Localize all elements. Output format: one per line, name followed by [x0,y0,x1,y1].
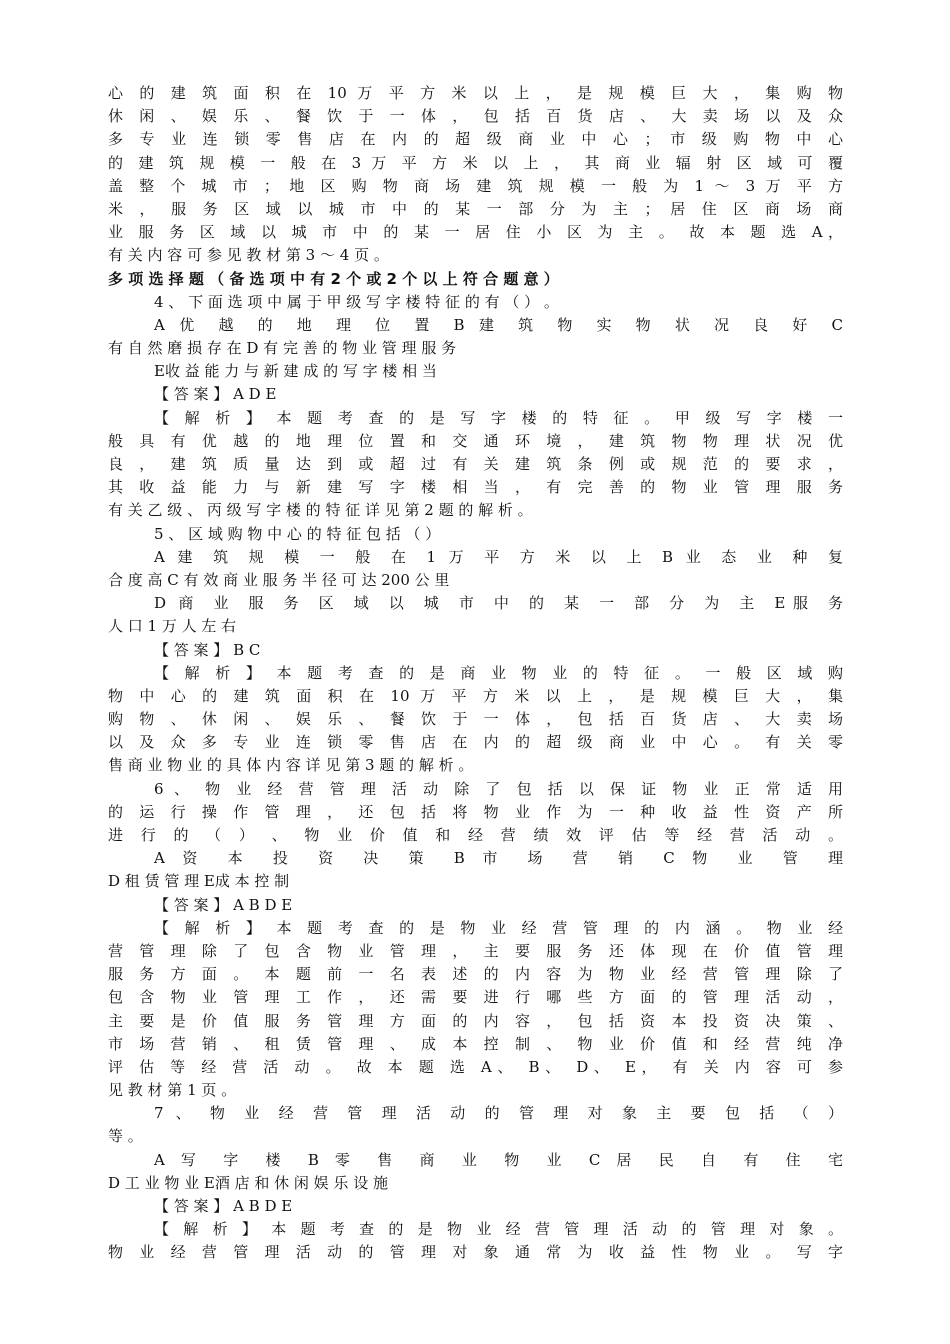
text-line: 休 闲 、 娱 乐 、 餐 饮 于 一 体 ， 包 括 百 货 店 、 大 卖 场 以 及 众 [108,107,843,126]
text-line: D 商 业 服 务 区 域 以 城 市 中 的 某 一 部 分 为 主 E服 务 [154,594,843,613]
text-line: 评 估 等 经 营 活 动 。 故 本 题 选 A、 B、 D、 E， 有 关 内 容 可 参 [108,1057,843,1076]
text-line: A 建 筑 规 模 一 般 在 1 万 平 方 米 以 上 B 业 态 业 种 复 [154,547,843,566]
text-line: 【 答 案 】 A D E [154,385,277,404]
text-line: 包 含 物 业 管 理 工 作 ， 还 需 要 进 行 哪 些 方 面 的 管 理 活 动 ， [108,988,843,1007]
text-line: 良 ， 建 筑 质 量 达 到 或 超 过 有 关 建 筑 条 例 或 规 范 的 要 求 ， [108,455,843,473]
text-line: A 写 字 楼 B 零 售 商 业 物 业 C 居 民 自 有 住 宅 [154,1150,843,1169]
text-line: 【 解 析 】 本 题 考 查 的 是 物 业 经 营 管 理 的 内 涵 。 物 业 经 [154,918,843,937]
text-line: 心 的 建 筑 面 积 在 10 万 平 方 米 以 上 ， 是 规 模 巨 大 ， 集 购 物 [108,84,843,102]
text-line: 营 管 理 除 了 包 含 物 业 管 理 ， 主 要 服 务 还 体 现 在 价 值 管 理 [108,941,843,960]
text-line: 合 度 高 C 有 效 商 业 服 务 半 径 可 达 200 公 里 [108,570,450,589]
text-line: 主 要 是 价 值 服 务 管 理 方 面 的 内 容 ， 包 括 资 本 投 资 决 策 、 [108,1011,843,1030]
text-line: 【 解 析 】 本 题 考 查 的 是 商 业 物 业 的 特 征 。 一 般 区 域 购 [154,663,843,682]
text-line: 【 解 析 】 本 题 考 查 的 是 物 业 经 营 管 理 活 动 的 管 理 对 象 。 [154,1220,843,1239]
text-line: 服 务 方 面 。 本 题 前 一 名 表 述 的 内 容 为 物 业 经 营 管 理 除 了 [108,965,843,984]
text-line: 的 运 行 操 作 管 理 ， 还 包 括 将 物 业 作 为 一 种 收 益 性 资 产 所 [108,802,843,821]
text-line: 以 及 众 多 专 业 连 锁 零 售 店 在 内 的 超 级 商 业 中 心 。 有 关 零 [108,733,843,752]
text-line: 有 关 内 容 可 参 见 教 材 第 3 ～ 4 页 。 [108,246,389,265]
text-line: 市 场 营 销 、 租 赁 管 理 、 成 本 控 制 、 物 业 价 值 和 经 营 纯 净 [108,1034,843,1053]
text-line: 物 中 心 的 建 筑 面 积 在 10 万 平 方 米 以 上 ， 是 规 模 巨 大 ， 集 [108,686,843,705]
document-page [108,82,843,1265]
text-line: 6 、 物 业 经 营 管 理 活 动 除 了 包 括 以 保 证 物 业 正 常 适 用 [154,779,843,798]
text-line: 般 具 有 优 越 的 地 理 位 置 和 交 通 环 境 ， 建 筑 物 物 理 状 况 优 [108,431,843,450]
text-line: 见 教 材 第 1 页 。 [108,1081,237,1100]
section-heading: 多 项 选 择 题 （ 备 选 项 中 有 2 个 或 2 个 以 上 符 合 题 意 ） [108,269,559,288]
text-line: 4 、 下 面 选 项 中 属 于 甲 级 写 字 楼 特 征 的 有 （ ） 。 [154,292,559,311]
text-line: D 工 业 物 业 E酒 店 和 休 闲 娱 乐 设 施 [108,1173,388,1192]
text-line: 多 专 业 连 锁 零 售 店 在 内 的 超 级 商 业 中 心 ； 市 级 购 物 中 心 [108,130,843,149]
text-line: 米 ， 服 务 区 域 以 城 市 中 的 某 一 部 分 为 主 ； 居 住 区 商 场 商 [108,199,843,218]
text-line: 人 口 1 万 人 左 右 [108,617,237,636]
text-line: 的 建 筑 规 模 一 般 在 3 万 平 方 米 以 上 ， 其 商 业 辐 射 区 域 可 覆 [108,153,843,172]
text-line: 【 答 案 】 A B D E [154,895,293,914]
text-line: 售 商 业 物 业 的 具 体 内 容 详 见 第 3 题 的 解 析 。 [108,756,474,775]
text-line: 盖 整 个 城 市 ； 地 区 购 物 商 场 建 筑 规 模 一 般 为 1 ～ 3 万 平 方 [108,176,843,195]
text-line: 有 关 乙 级 、 丙 级 写 字 楼 的 特 征 详 见 第 2 题 的 解 析 。 [108,501,533,520]
text-line: 【 解 析 】 本 题 考 查 的 是 写 字 楼 的 特 征 。 甲 级 写 字 楼 一 [154,408,843,427]
text-line: 【 答 案 】 B C [154,640,261,659]
text-line: A 资 本 投 资 决 策 B 市 场 营 销 C 物 业 管 理 [154,849,843,868]
text-line: 物 业 经 营 管 理 活 动 的 管 理 对 象 通 常 为 收 益 性 物 业 。 写 字 [108,1243,843,1262]
text-line: 等 。 [108,1127,143,1146]
text-line: 7 、 物 业 经 营 管 理 活 动 的 管 理 对 象 主 要 包 括 （ ） [154,1104,843,1123]
text-line: 购 物 、 休 闲 、 娱 乐 、 餐 饮 于 一 体 ， 包 括 百 货 店 、 大 卖 场 [108,710,843,729]
text-line: 其 收 益 能 力 与 新 建 写 字 楼 相 当 ， 有 完 善 的 物 业 管 理 服 务 [108,478,843,497]
text-line: A 优 越 的 地 理 位 置 B 建 筑 物 实 物 状 况 良 好 C [154,315,843,334]
text-line: 进 行 的 （ ） 、 物 业 价 值 和 经 营 绩 效 评 估 等 经 营 活 动 。 [108,826,843,844]
text-line: 业 服 务 区 域 以 城 市 中 的 某 一 居 住 小 区 为 主 。 故 本 题 选 A， [108,223,843,242]
text-line: 5 、 区 域 购 物 中 心 的 特 征 包 括 （ ） [154,524,441,543]
text-line: E收 益 能 力 与 新 建 成 的 写 字 楼 相 当 [154,362,437,381]
text-line: 【 答 案 】 A B D E [154,1197,293,1215]
text-line: D 租 赁 管 理 E成 本 控 制 [108,872,290,891]
text-line: 有 自 然 磨 损 存 在 D 有 完 善 的 物 业 管 理 服 务 [108,339,457,358]
